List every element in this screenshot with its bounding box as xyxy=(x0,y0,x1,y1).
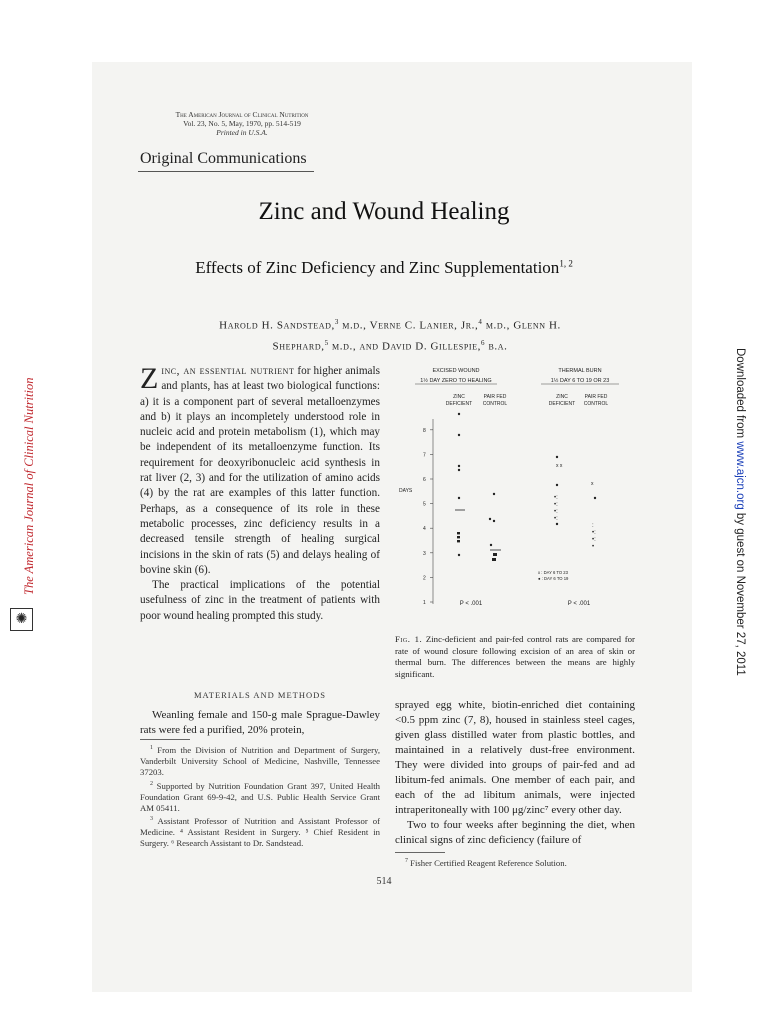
p-value-1: P < .001 xyxy=(459,601,483,607)
data-point: •: xyxy=(554,509,558,515)
y-tick-label: 6 xyxy=(423,477,426,483)
data-point xyxy=(493,553,497,556)
data-point xyxy=(594,497,596,499)
footnote-3 xyxy=(140,814,380,850)
legend-dot: ● : DAY 6 TO 19 xyxy=(538,576,569,581)
footnote-rule xyxy=(140,739,190,740)
y-tick-label: 8 xyxy=(423,427,426,434)
data-point: •: xyxy=(554,516,558,522)
footnote-mark: 1 xyxy=(150,745,153,751)
author-shephard-first: m.d., Glenn H. xyxy=(482,319,561,332)
download-notice xyxy=(734,348,746,676)
journal-name: The American Journal of Clinical Nutrition xyxy=(175,110,309,119)
footnote-7 xyxy=(395,856,635,869)
subtitle-refs: 1, 2 xyxy=(559,258,573,269)
group4-label-2: CONTROL xyxy=(583,401,609,407)
subtitle-text: Effects of Zinc Deficiency and Zinc Supplementation xyxy=(195,258,560,277)
data-point: •: xyxy=(592,537,596,543)
author-line-1 xyxy=(140,314,640,335)
author-list xyxy=(140,314,640,355)
right-paragraph-1: sprayed egg white, biotin-enriched diet containing <0.5 ppm zinc (7, 8), housed in stainless steel cages, given glass distilled water from plastic bottles, and maintained in a relatively dust-free environment. They were divided into groups of pair-fed and ad libitum-fed animals. One member of each pair, and each of the ad libitum animals, were injected intraperitoneally with 100 μg/zinc⁷ every other day. xyxy=(395,699,635,816)
journal-volume: Vol. 23, No. 5, May, 1970, pp. 514-519 xyxy=(183,119,301,128)
y-tick-label: 4 xyxy=(423,526,426,533)
journal-printed: Printed in U.S.A. xyxy=(216,128,268,137)
methods-paragraph: Weanling female and 150-g male Sprague-Dawley rats were fed a purified, 20% protein, xyxy=(140,709,380,736)
data-point: •: xyxy=(554,502,558,508)
intro-text xyxy=(140,364,380,624)
author-ref: 3 xyxy=(334,318,339,326)
intro-lead: inc, an essential nutrient xyxy=(161,365,295,377)
footnote-mark: 3 xyxy=(150,816,153,822)
right-column-text xyxy=(395,698,635,848)
footnote-rule-right xyxy=(395,852,445,853)
footnotes-left xyxy=(140,743,380,850)
footnote-text: Fisher Certified Reagent Reference Solution. xyxy=(408,857,567,868)
methods-heading: MATERIALS AND METHODS xyxy=(194,690,326,700)
group1-label-2: DEFICIENT xyxy=(445,401,473,407)
y-ticks xyxy=(423,428,433,606)
drop-cap: Z xyxy=(140,362,159,395)
caption-text: Zinc-deficient and pair-fed control rats are compared for rate of wound closure following excision of an area of skin or thermal burn. The differences between the means are highly significant. xyxy=(395,634,635,679)
intro-body: for higher animals and plants, has at least two biological functions: a) it is a component part of several metalloenzymes and b) it plays an incompletely understood role in nucleic acid and protein metabolism (1), which may be independent of its metalloenzyme function. Its requirement for deoxyribonucleic acid synthesis in rat liver (2, 3) and for the utilization of amino acids (4) by the rat are examples of this latter function. Perhaps, as a consequence of its role in these metabolic processes, zinc deficiency results in a decreased tensile strength of healing surgical incisions in the skin of rats (5) and delays healing of bovine skin (6). xyxy=(140,365,380,576)
author-sandstead: Harold H. Sandstead, xyxy=(219,319,335,332)
article-subtitle xyxy=(0,258,768,278)
data-point xyxy=(492,558,496,561)
download-suffix: by guest on November 27, 2011 xyxy=(734,509,746,676)
y-tick-label: 7 xyxy=(423,452,426,459)
footnote-text: From the Division of Nutrition and Department of Surgery, Vanderbilt University School of Medicine, Nashville, Tennessee 37203. xyxy=(140,744,380,778)
y-tick-label: 1 xyxy=(423,600,426,606)
panel2-subtitle: 1½ DAY 6 TO 19 OR 23 xyxy=(550,378,610,384)
group4-label: PAIR FED xyxy=(584,394,608,400)
data-point xyxy=(458,554,460,556)
data-point xyxy=(458,413,460,415)
figure-1-dot-plot xyxy=(393,364,643,629)
p-value-2: P < .001 xyxy=(567,601,591,607)
data-point xyxy=(458,465,460,467)
panel1-subtitle: 1½ DAY ZERO TO HEALING xyxy=(420,378,492,384)
page-number: 514 xyxy=(376,876,392,887)
journal-header xyxy=(142,110,342,137)
data-point: : xyxy=(592,523,594,529)
footnote-text: Assistant Professor of Nutrition and Assistant Professor of Medicine. ⁴ Assistant Resident in Surgery. ⁵ Chief Resident in Surgery. ⁶ Research Assistant to Dr. Sandstead. xyxy=(140,815,380,849)
data-point xyxy=(458,434,460,436)
journal-emblem-icon: ✺ xyxy=(10,608,33,631)
data-point xyxy=(458,497,460,499)
group3-label: ZINC xyxy=(556,394,568,400)
data-point: x xyxy=(591,481,594,487)
data-point xyxy=(493,520,495,522)
data-point xyxy=(457,540,460,542)
group3-label-2: DEFICIENT xyxy=(548,401,576,407)
data-point xyxy=(490,544,492,546)
figure-caption xyxy=(395,634,635,680)
right-paragraph-2: Two to four weeks after beginning the diet, when clinical signs of zinc deficiency (failure of xyxy=(395,819,635,846)
section-rule xyxy=(138,171,314,172)
panel1-title: EXCISED WOUND xyxy=(432,368,480,374)
legend-x: x : DAY 6 TO 23 xyxy=(538,570,568,575)
author-ref: 4 xyxy=(478,318,483,326)
intro-paragraph-1 xyxy=(140,364,380,578)
data-point xyxy=(458,469,460,471)
data-point xyxy=(457,536,460,538)
data-point: •: xyxy=(554,495,558,501)
author-line-2 xyxy=(140,335,640,356)
data-point: x x xyxy=(556,463,563,469)
article-title: Zinc and Wound Healing xyxy=(258,198,510,225)
group2-label-2: CONTROL xyxy=(482,401,508,407)
download-prefix: Downloaded from xyxy=(734,348,746,442)
data-point xyxy=(493,493,495,495)
author-lanier: m.d., Verne C. Lanier, Jr., xyxy=(338,319,479,332)
data-point: • xyxy=(592,544,595,550)
footnote-1 xyxy=(140,743,380,779)
author-gillespie: m.d., and David D. Gillespie, xyxy=(328,340,481,353)
data-point xyxy=(489,518,491,520)
data-point xyxy=(556,523,558,525)
footnote-mark: 7 xyxy=(405,858,408,864)
author-ref: 5 xyxy=(324,338,329,347)
data-point: •: xyxy=(592,530,596,536)
y-tick-label: 5 xyxy=(423,501,426,508)
group1-label: ZINC xyxy=(453,394,465,400)
y-axis-label: DAYS xyxy=(399,488,413,494)
data-points xyxy=(455,413,596,561)
group2-label: PAIR FED xyxy=(483,394,507,400)
data-point xyxy=(556,456,558,458)
footnote-2 xyxy=(140,779,380,815)
y-tick-label: 3 xyxy=(423,550,426,557)
caption-label: Fig. 1. xyxy=(395,634,423,644)
author-ref: 6 xyxy=(480,338,486,347)
data-point xyxy=(556,484,558,486)
data-point xyxy=(457,532,460,534)
intro-paragraph-2: The practical implications of the potential usefulness of zinc in the treatment of patients with poor wound healing prompted this study. xyxy=(140,579,380,622)
footnote-text: Supported by Nutrition Foundation Grant 397, United Health Foundation Grant 69-9-42, and U.S. Public Health Service Grant AM 05411. xyxy=(140,780,380,813)
footnote-mark: 2 xyxy=(150,780,153,787)
ajcn-link[interactable]: www.ajcn.org xyxy=(734,441,746,510)
side-journal-title: The American Journal of Clinical Nutrition xyxy=(22,377,36,595)
author-degree: b.a. xyxy=(485,340,508,353)
panel2-title: THERMAL BURN xyxy=(558,368,602,374)
author-shephard-last: Shephard, xyxy=(272,340,325,353)
y-tick-label: 2 xyxy=(423,575,426,582)
section-label: Original Communications xyxy=(140,150,307,167)
